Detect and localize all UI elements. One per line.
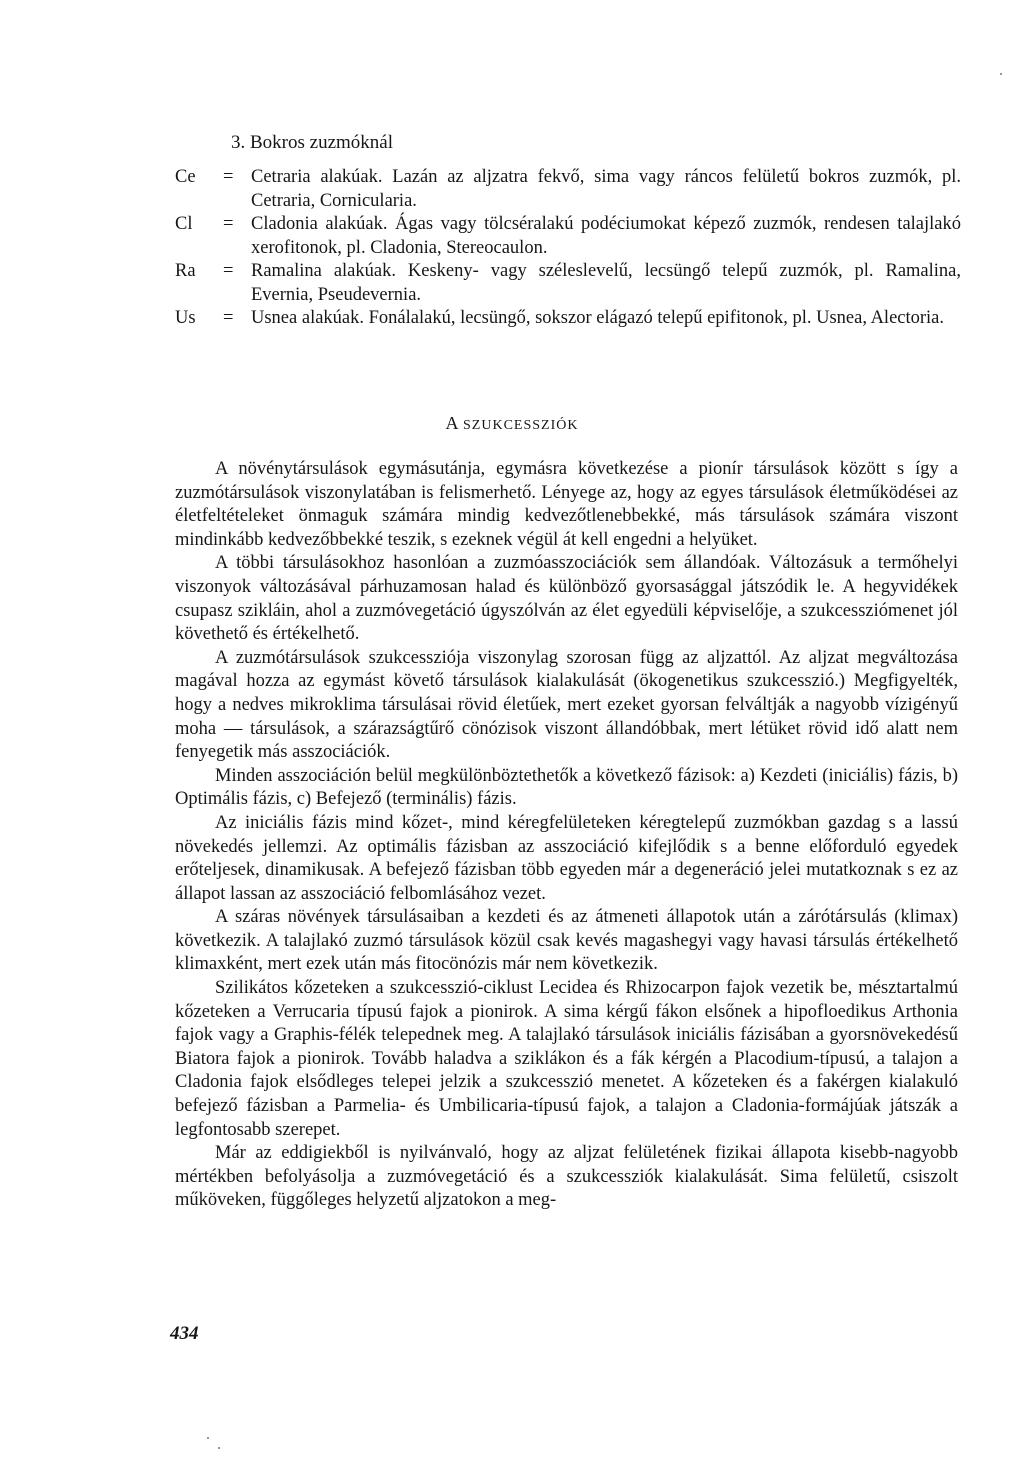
paragraph: A növénytársulások egymásutánja, egymásra következése a pionír társulások között s így a zuzmótársulások viszonylatában is felismerhető. Lényege az, hogy az egyes társulások életműködései az életfeltételeket önmaguk számára mindig kedvezőtlenebbekké, más társulások számára viszont mindinkább kedvezőbbekké teszik, s ezeknek végül át kell engedni a helyüket. xyxy=(175,459,958,550)
equals-sign: = xyxy=(223,214,234,234)
scan-speck xyxy=(207,1437,209,1439)
paragraph: Már az eddigiekből is nyilvánvaló, hogy az aljzat felületének fizikai állapota kisebb-nagyobb mértékben befolyásolja a zuzmóvegetáció és a szukcessziók kialakulását. Sima felületű, csiszolt műköveken, függőleges helyzetű aljzatokon a meg- xyxy=(175,1143,958,1211)
equals-sign: = xyxy=(223,167,234,187)
equals-sign: = xyxy=(223,261,234,281)
abbreviation-definition: Ramalina alakúak. Keskeny- vagy széleslevelű, lecsüngő telepű zuzmók, pl. Ramalina, Evernia, Pseudevernia. xyxy=(251,261,961,305)
abbreviation-definition: Usnea alakúak. Fonálalakú, lecsüngő, sokszor elágazó telepű epifitonok, pl. Usnea, Alectoria. xyxy=(251,308,945,328)
paragraph: Szilikátos kőzeteken a szukcesszió-ciklust Lecidea és Rhizocarpon fajok vezetik be, mésztartalmú kőzeteken a Verrucaria típusú fajok a pionirok. A sima kérgű fákon elsőnek a hipofloedikus Arthonia fajok vagy a Graphis-félék telepednek meg. A talajlakó társulások iniciális fázisában a gyorsnövekedésű Biatora fajok a pionirok. Tovább haladva a sziklákon és a fák kérgén a Placodium-típusú, a talajon a Cladonia fajok elsődleges telepei jelzik a szukcesszió menetet. A kőzeteken és a fakérgen kialakuló befejező fázisban a Parmelia- és Umbilicaria-típusú fajok, a talajon a Cladonia-formájúak játszák a legfontosabb szerepet. xyxy=(175,978,958,1140)
page-number: 434 xyxy=(170,1323,199,1344)
scan-speck xyxy=(1000,73,1002,75)
abbreviation-code: Us xyxy=(175,308,196,328)
abbreviation-list xyxy=(175,166,965,331)
equals-sign: = xyxy=(223,308,234,328)
abbreviation-item xyxy=(175,260,965,307)
chapter-title-smallcaps: SZUKCESSZIÓK xyxy=(463,418,579,433)
paragraph: A zuzmótársulások szukcessziója viszonylag szorosan függ az aljzattól. Az aljzat megváltozása magával hozza az egymást követő társulások kialakulását (ökogenetikus szukcesszió.) Megfigyelték, hogy a nedves mikroklima társulásai rövid életűek, mert ezeket gyorsan felváltják a nagyobb vízigényű moha — társulások, a szárazságtűrő cönózisok viszont állandóbbak, mert létüket rövid idő alatt nem fenyegetik más asszociációk. xyxy=(175,647,958,763)
abbreviation-code: Ra xyxy=(175,261,196,281)
paragraph: Az iniciális fázis mind kőzet-, mind kéregfelületeken kéregtelepű zuzmókban gazdag s a lassú növekedés jellemzi. Az optimális fázisban az asszociáció kifejlődik s a benne előforduló egyedek erőteljesek, dinamikusak. A befejező fázisban több egyeden már a degeneráció jelei mutatkoznak s ez az állapot lassan az asszociáció felbomlásához vezet. xyxy=(175,812,958,904)
chapter-title xyxy=(0,413,1024,434)
abbreviation-definition: Cladonia alakúak. Ágas vagy tölcséralakú podéciumokat képező zuzmók, rendesen talajlakó xerofitonok, pl. Cladonia, Stereocaulon. xyxy=(251,214,961,258)
chapter-title-initial: A xyxy=(445,413,459,433)
abbreviation-definition: Cetraria alakúak. Lazán az aljzatra fekvő, sima vagy ráncos felületű bokros zuzmók, pl. Cetraria, Cornicularia. xyxy=(251,167,961,211)
body-text xyxy=(175,458,958,1213)
paragraph: A száras növények társulásaiban a kezdeti és az átmeneti állapotok után a zárótársulás (klimax) következik. A talajlakó zuzmó társulások közül csak kevés magashegyi vagy havasi társulás értékelhető klimaxként, mert ezek után más fitocönózis már nem következik. xyxy=(175,907,958,975)
abbreviation-item xyxy=(175,166,965,213)
paragraph: A többi társulásokhoz hasonlóan a zuzmóasszociációk sem állandóak. Változásuk a termőhelyi viszonyok változásával párhuzamosan halad és különböző gyorsasággal játszódik le. A hegyvidékek csupasz szikláin, ahol a zuzmóvegetáció úgyszólván az élet egyedüli képviselője, a szukcessziómenet jól követhető és értékelhető. xyxy=(175,553,958,645)
abbreviation-code: Ce xyxy=(175,167,196,187)
abbreviation-item xyxy=(175,307,965,331)
abbreviation-code: Cl xyxy=(175,214,193,234)
paragraph: Minden asszociáción belül megkülönböztethetők a következő fázisok: a) Kezdeti (iniciális) fázis, b) Optimális fázis, c) Befejező (terminális) fázis. xyxy=(175,765,958,810)
section-heading: 3. Bokros zuzmóknál xyxy=(231,132,394,153)
abbreviation-item xyxy=(175,213,965,260)
scan-speck xyxy=(218,1447,220,1449)
